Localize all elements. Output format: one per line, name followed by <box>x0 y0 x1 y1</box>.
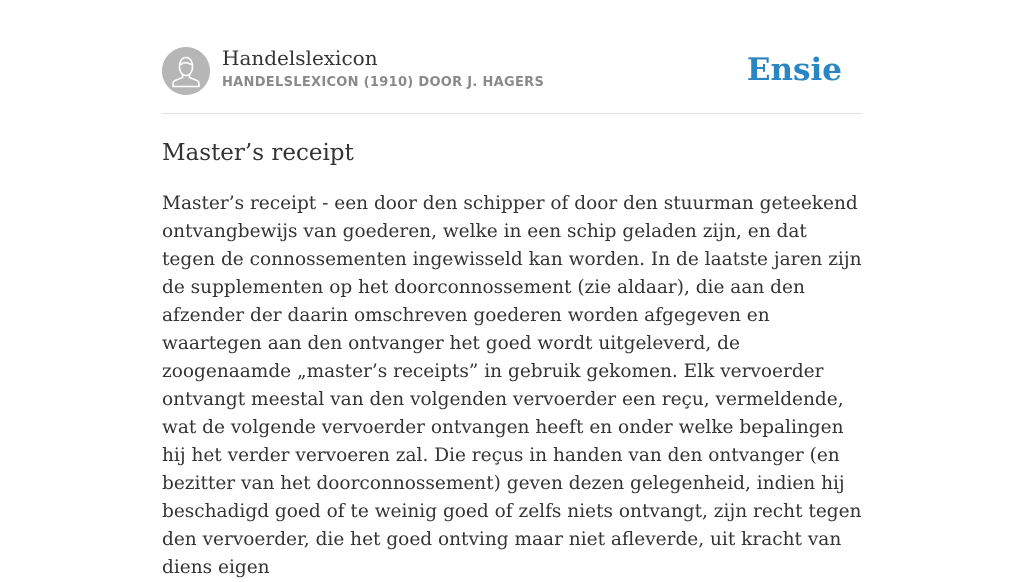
source-subtitle[interactable]: HANDELSLEXICON (1910) DOOR J. HAGERS <box>222 75 545 90</box>
entry-title: Master’s receipt <box>162 140 354 166</box>
entry-body: Master’s receipt - een door den schipper of door den stuurman geteekend ontvangbewijs van goederen, welke in een schip geladen zijn, en dat tegen de connossementen ingewisseld kan worden. In de laatste jaren zijn de supplementen op het doorconnossement (zie aldaar), die aan den afzender der daarin omschreven goederen worden afgegeven en waartegen aan den ontvanger het goed wordt uitgeleverd, de zoogenaamde „master’s receipts” in gebruik gekomen. Elk vervoerder ontvangt meestal van den volgenden vervoerder een reçu, vermeldende, wat de volgende vervoerder ontvangen heeft en onder welke bepalingen hij het verder vervoeren zal. Die reçus in handen van den ontvanger (en bezitter van het doorconnossement) geven dezen gelegenheid, indien hij beschadigd goed of te weinig goed of zelfs niets ontvangt, zijn recht tegen den vervoerder, die het goed ontving maar niet afleverde, uit kracht van diens eigen <box>162 193 862 578</box>
user-silhouette-icon <box>162 47 210 95</box>
source-header <box>162 0 862 114</box>
source-title[interactable]: Handelslexicon <box>222 46 378 70</box>
source-avatar[interactable] <box>162 47 210 95</box>
ensie-logo[interactable]: Ensie <box>746 52 842 88</box>
page <box>162 0 862 578</box>
